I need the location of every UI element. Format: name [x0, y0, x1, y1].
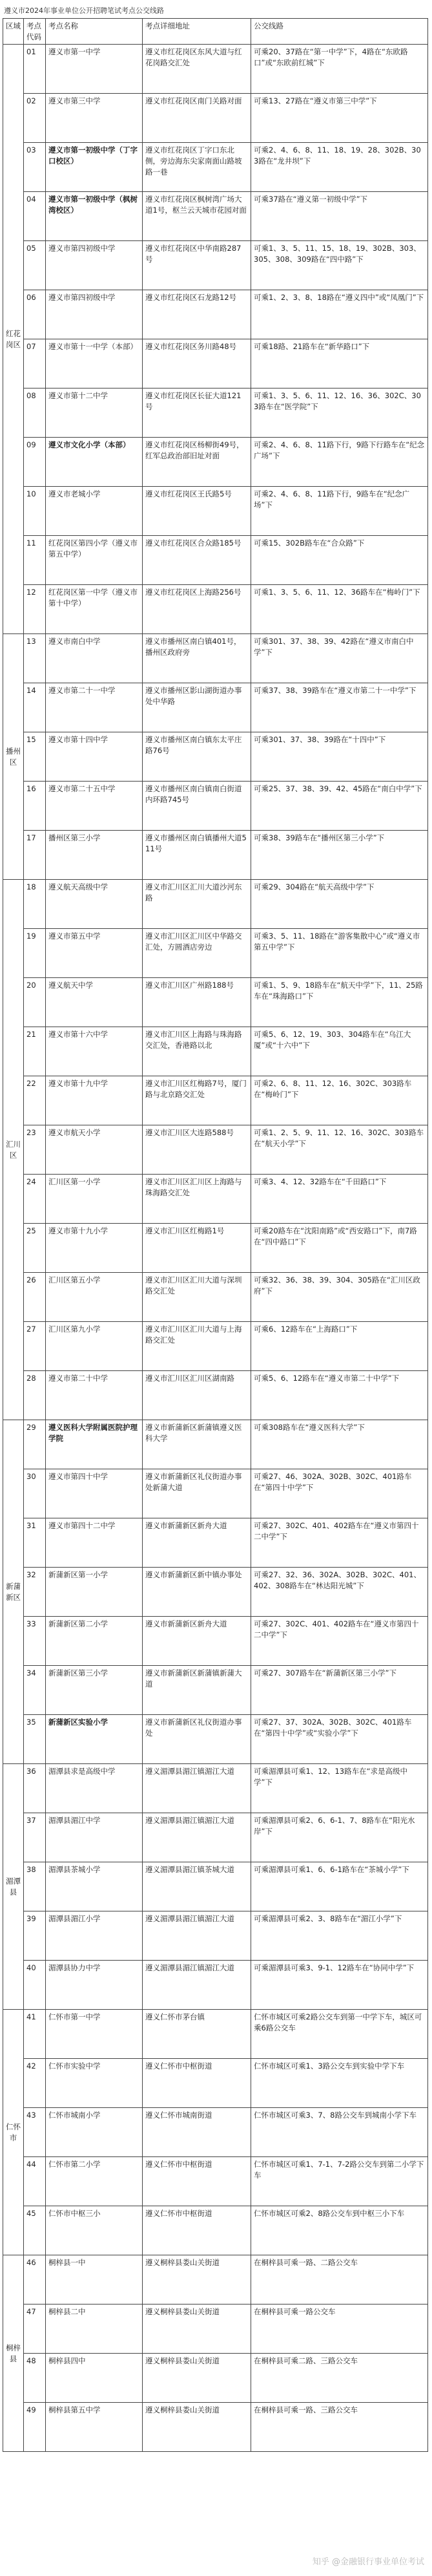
venue-name-cell: 遵义市第十九中学 — [46, 1076, 143, 1125]
table-row — [3, 487, 428, 536]
header-bus: 公交线路 — [251, 19, 428, 45]
bus-route-cell: 可乘3、4、12、32路车在“千田路口”下 — [251, 1175, 428, 1224]
code-cell: 22 — [24, 1076, 46, 1125]
bus-route-cell: 可乘1、2、3、8、18路在“遵义四中”或“凤凰门”下 — [251, 290, 428, 339]
venue-name-cell: 遵义市第一中学 — [46, 45, 143, 94]
table-row — [3, 143, 428, 192]
venue-name-cell: 遵义市第二十五中学 — [46, 782, 143, 831]
table-row — [3, 241, 428, 290]
address-cell: 遵义桐梓县娄山关街道 — [143, 2403, 251, 2452]
venue-name-cell: 红花岗区第四小学（遵义市第五中学） — [46, 536, 143, 585]
table-row — [3, 683, 428, 732]
venue-name-cell: 湄潭县协力中学 — [46, 1961, 143, 2010]
venue-name-cell: 遵义市第四十中学 — [46, 1469, 143, 1518]
bus-route-cell: 在桐梓县可乘一路、三路公交车 — [251, 2403, 428, 2452]
table-row — [3, 2157, 428, 2206]
bus-route-cell: 可乘29、304路在“航天高级中学”下 — [251, 880, 428, 929]
venue-name-cell: 遵义市老城小学 — [46, 487, 143, 536]
address-cell: 遵义市新蒲新区礼仪街道办事处 — [143, 1715, 251, 1764]
code-cell: 10 — [24, 487, 46, 536]
venue-name-cell: 仁怀市中枢三小 — [46, 2206, 143, 2255]
code-cell: 25 — [24, 1224, 46, 1273]
code-cell: 09 — [24, 438, 46, 487]
table-row — [3, 339, 428, 389]
code-cell: 46 — [24, 2255, 46, 2305]
venue-name-cell: 汇川区第九小学 — [46, 1322, 143, 1371]
table-row — [3, 1322, 428, 1371]
address-cell: 遵义市新蒲新区新舟大道 — [143, 1518, 251, 1568]
bus-route-cell: 在桐梓县可乘二路、三路公交车 — [251, 2354, 428, 2403]
table-row — [3, 732, 428, 782]
address-cell: 遵义市播州区南白镇播州大道511号 — [143, 831, 251, 880]
bus-route-cell: 可乘32、36、38、39、304、305路在“汇川区政府”下 — [251, 1273, 428, 1322]
venue-name-cell: 仁怀市第一中学 — [46, 2010, 143, 2059]
code-cell: 32 — [24, 1568, 46, 1617]
venue-name-cell: 遵义市第四初级中学 — [46, 241, 143, 290]
address-cell: 遵义仁怀市中枢街道 — [143, 2157, 251, 2206]
code-cell: 21 — [24, 1027, 46, 1076]
address-cell: 遵义桐梓县娄山关街道 — [143, 2255, 251, 2305]
venue-name-cell: 桐梓县一中 — [46, 2255, 143, 2305]
venue-name-cell: 遵义市文化小学（本部） — [46, 438, 143, 487]
venue-name-cell: 仁怀市城南小学 — [46, 2108, 143, 2157]
bus-route-cell: 可乘37路在“遵义第一初级中学”下 — [251, 192, 428, 241]
address-cell: 遵义市播州区南白镇401号，播州区政府旁 — [143, 634, 251, 683]
code-cell: 27 — [24, 1322, 46, 1371]
venue-name-cell: 湄潭县茶城小学 — [46, 1862, 143, 1911]
bus-route-cell: 可乘3、5、11、18路在“游客集散中心”或“遵义市第五中学”下 — [251, 929, 428, 978]
venue-name-cell: 遵义航天高级中学 — [46, 880, 143, 929]
bus-route-cell: 可乘15、302B路车在“合众路”下 — [251, 536, 428, 585]
table-row — [3, 1911, 428, 1961]
code-cell: 07 — [24, 339, 46, 389]
venue-name-cell: 遵义市第二十中学 — [46, 1371, 143, 1420]
bus-route-cell: 可乘301、37、38、39、42路在“遵义市南白中学”下 — [251, 634, 428, 683]
bus-route-cell: 可乘6、12路车在“上海路口”下 — [251, 1322, 428, 1371]
bus-route-cell: 可乘27、46、302A、302B、302C、401路车在“第四十中学”下 — [251, 1469, 428, 1518]
address-cell: 遵义湄潭县湄江镇湄江大道 — [143, 1764, 251, 1813]
bus-route-cell: 可乘2、6、8、11、12、16、302C、303路车在“梅岭门”下 — [251, 1076, 428, 1125]
table-row — [3, 782, 428, 831]
venue-name-cell: 遵义市第十四中学 — [46, 732, 143, 782]
bus-route-cell: 可乘2、4、6、8、11路下行，9路车在“纪念广场”下 — [251, 487, 428, 536]
venue-name-cell: 遵义市第三中学 — [46, 94, 143, 143]
header-address: 考点详细地址 — [143, 19, 251, 45]
code-cell: 28 — [24, 1371, 46, 1420]
address-cell: 遵义市播州区影山湖街道办事处中华路 — [143, 683, 251, 732]
address-cell: 遵义市汇川区红梅路7号，厦门路与北京路交汇处 — [143, 1076, 251, 1125]
venue-name-cell: 新蒲新区第二小学 — [46, 1617, 143, 1666]
bus-route-cell: 在桐梓县可乘一路公交车 — [251, 2305, 428, 2354]
table-row — [3, 1813, 428, 1862]
table-row — [3, 2354, 428, 2403]
table-row — [3, 192, 428, 241]
code-cell: 16 — [24, 782, 46, 831]
address-cell: 遵义市红花岗区中华南路287号 — [143, 241, 251, 290]
venue-name-cell: 遵义市第四初级中学 — [46, 290, 143, 339]
code-cell: 48 — [24, 2354, 46, 2403]
code-cell: 33 — [24, 1617, 46, 1666]
address-cell: 遵义市新蒲新区新舟大道 — [143, 1617, 251, 1666]
table-body — [3, 45, 428, 2452]
address-cell: 遵义市汇川区汇川大道与上海路交汇处 — [143, 1322, 251, 1371]
venue-name-cell: 桐梓县第五中学 — [46, 2403, 143, 2452]
venue-name-cell: 新蒲新区第一小学 — [46, 1568, 143, 1617]
table-row — [3, 2255, 428, 2305]
bus-route-cell: 可乘13、27路在“遵义市第三中学”下 — [251, 94, 428, 143]
bus-route-cell: 可乘308路车在“遵义医科大学”下 — [251, 1420, 428, 1469]
table-row — [3, 94, 428, 143]
venue-name-cell: 遵义市第十九小学 — [46, 1224, 143, 1273]
venue-name-cell: 遵义市第十二中学 — [46, 389, 143, 438]
venue-name-cell: 新蒲新区实验小学 — [46, 1715, 143, 1764]
region-cell: 汇川区 — [3, 880, 24, 1420]
bus-route-cell: 仁怀市城区可乘2路公交车到第一中学下车，城区可乘6路公交车 — [251, 2010, 428, 2059]
code-cell: 04 — [24, 192, 46, 241]
address-cell: 遵义市汇川区广州路188号 — [143, 978, 251, 1027]
table-row — [3, 2059, 428, 2108]
bus-route-cell: 可乘5、6、12路车在“遵义市第二十中学”下 — [251, 1371, 428, 1420]
table-row — [3, 2305, 428, 2354]
code-cell: 36 — [24, 1764, 46, 1813]
table-row — [3, 978, 428, 1027]
header-code: 考点代码 — [24, 19, 46, 45]
table-header-row — [3, 19, 428, 45]
address-cell: 遵义湄潭县湄江镇湄江大道 — [143, 1961, 251, 2010]
header-region: 区域 — [3, 19, 24, 45]
address-cell: 遵义湄潭县湄江镇湄江大道 — [143, 1813, 251, 1862]
code-cell: 35 — [24, 1715, 46, 1764]
venue-name-cell: 桐梓县四中 — [46, 2354, 143, 2403]
bus-route-cell: 可乘湄潭县可乘2、3、8路车在“湄江小学”下 — [251, 1911, 428, 1961]
table-row — [3, 1617, 428, 1666]
code-cell: 37 — [24, 1813, 46, 1862]
venue-name-cell: 湄潭县湄江小学 — [46, 1911, 143, 1961]
venue-name-cell: 遵义市第一初级中学（枫树湾校区） — [46, 192, 143, 241]
table-row — [3, 2206, 428, 2255]
code-cell: 11 — [24, 536, 46, 585]
bus-route-cell: 可乘1、5、9、18路车在“航天中学”下，11、25路车在“珠海路口”下 — [251, 978, 428, 1027]
bus-route-cell: 可乘5、6、12、19、303、304路车在“乌江大厦”或“十六中”下 — [251, 1027, 428, 1076]
bus-route-cell: 可乘湄潭县可乘1、6、6-1路车在“茶城小学”下 — [251, 1862, 428, 1911]
bus-route-cell: 可乘27、307路车在“新蒲新区第三小学”下 — [251, 1666, 428, 1715]
code-cell: 26 — [24, 1273, 46, 1322]
code-cell: 15 — [24, 732, 46, 782]
bus-route-cell: 可乘1、3、5、6、11、12、36路车在“梅岭门”下 — [251, 585, 428, 634]
table-row — [3, 585, 428, 634]
code-cell: 06 — [24, 290, 46, 339]
table-row — [3, 1420, 428, 1469]
code-cell: 43 — [24, 2108, 46, 2157]
address-cell: 遵义湄潭县湄江镇湄江大道 — [143, 1911, 251, 1961]
table-row — [3, 1175, 428, 1224]
address-cell: 遵义市红花岗区南门关路对面 — [143, 94, 251, 143]
address-cell: 遵义市汇川区大连路588号 — [143, 1125, 251, 1175]
code-cell: 42 — [24, 2059, 46, 2108]
bus-route-cell: 可乘38、39路车在“播州区第三小学”下 — [251, 831, 428, 880]
venue-name-cell: 新蒲新区第三小学 — [46, 1666, 143, 1715]
venue-name-cell: 仁怀市实验中学 — [46, 2059, 143, 2108]
table-row — [3, 1027, 428, 1076]
address-cell: 遵义市汇川区红梅路1号 — [143, 1224, 251, 1273]
table-row — [3, 290, 428, 339]
bus-route-cell: 可乘25、37、38、39、42、45路在“南白中学”下 — [251, 782, 428, 831]
venue-name-cell: 遵义市航天小学 — [46, 1125, 143, 1175]
code-cell: 41 — [24, 2010, 46, 2059]
address-cell: 遵义市新蒲新区礼仪街道办事处新蒲大道 — [143, 1469, 251, 1518]
code-cell: 02 — [24, 94, 46, 143]
bus-route-cell: 可乘2、4、6、8、11路下行，9路下行路车在“纪念广场”下 — [251, 438, 428, 487]
table-row — [3, 2403, 428, 2452]
bus-route-cell: 可乘27、302C、401、402路车在“遵义市第四十二中学”下 — [251, 1617, 428, 1666]
table-row — [3, 389, 428, 438]
region-cell: 湄潭县 — [3, 1764, 24, 2010]
code-cell: 39 — [24, 1911, 46, 1961]
code-cell: 19 — [24, 929, 46, 978]
table-row — [3, 2108, 428, 2157]
bus-route-cell: 可乘18路、21路车在“新华路口”下 — [251, 339, 428, 389]
venue-name-cell: 汇川区第一小学 — [46, 1175, 143, 1224]
bus-route-cell: 可乘1、3、5、11、15、18、19、302B、303、305、308、309路在“四中路”下 — [251, 241, 428, 290]
table-row — [3, 1076, 428, 1125]
table-row — [3, 1568, 428, 1617]
table-row — [3, 1961, 428, 2010]
venue-name-cell: 湄潭县湄江中学 — [46, 1813, 143, 1862]
address-cell: 遵义仁怀市茅台镇 — [143, 2010, 251, 2059]
bus-route-cell: 可乘27、37、302A、302B、302C、401路车在“第四十中学”或“实验小学”下 — [251, 1715, 428, 1764]
bus-route-cell: 可乘1、3、5、6、11、12、16、36、302C、303路车在“医学院”下 — [251, 389, 428, 438]
bus-route-cell: 仁怀市城区可乘2、8路公交车到中枢三小下车 — [251, 2206, 428, 2255]
bus-route-cell: 可乘湄潭县可乘1、12、13路车在“求是高级中学”下 — [251, 1764, 428, 1813]
code-cell: 30 — [24, 1469, 46, 1518]
document-title: 遵义市2024年事业单位公开招聘笔试考点公交线路 — [4, 6, 164, 15]
bus-route-cell: 可乘湄潭县可乘3、9-1、12路车在“协同中学”下 — [251, 1961, 428, 2010]
bus-route-cell: 仁怀市城区可乘1、7-1、7-2路公交车到第二小学下车 — [251, 2157, 428, 2206]
venue-name-cell: 遵义市第二十一中学 — [46, 683, 143, 732]
bus-route-cell: 可乘湄潭县可乘2、6、6-1、7、8路车在“阳光水岸”下 — [251, 1813, 428, 1862]
table-row — [3, 880, 428, 929]
venue-name-cell: 遵义市第一初级中学（丁字口校区） — [46, 143, 143, 192]
bus-route-cell: 可乘1、2、5、9、11、12、16、302C、303路车在“航天小学”下 — [251, 1125, 428, 1175]
address-cell: 遵义市汇川区上海路与珠海路交汇处，香港路以北 — [143, 1027, 251, 1076]
table-row — [3, 1666, 428, 1715]
table-row — [3, 1715, 428, 1764]
venue-name-cell: 播州区第三小学 — [46, 831, 143, 880]
address-cell: 遵义市汇川区汇川区中华路交汇处，方圆酒店旁边 — [143, 929, 251, 978]
code-cell: 49 — [24, 2403, 46, 2452]
code-cell: 24 — [24, 1175, 46, 1224]
venue-name-cell: 遵义市南白中学 — [46, 634, 143, 683]
table-row — [3, 1764, 428, 1813]
code-cell: 34 — [24, 1666, 46, 1715]
address-cell: 遵义市红花岗区东风大道与红花岗路交汇处 — [143, 45, 251, 94]
address-cell: 遵义湄潭县湄江镇茶城大道 — [143, 1862, 251, 1911]
address-cell: 遵义市汇川区汇川区上海路与珠海路交汇处 — [143, 1175, 251, 1224]
address-cell: 遵义市红花岗区杨柳街49号，红军总政治部旧址对面 — [143, 438, 251, 487]
table-row — [3, 1518, 428, 1568]
exam-venue-table — [3, 18, 428, 2452]
table-row — [3, 634, 428, 683]
address-cell: 遵义市新蒲新区新蒲镇新蒲大道 — [143, 1666, 251, 1715]
table-row — [3, 1862, 428, 1911]
bus-route-cell: 可乘27、302C、401、402路车在“遵义市第四十二中学”下 — [251, 1518, 428, 1568]
code-cell: 38 — [24, 1862, 46, 1911]
code-cell: 08 — [24, 389, 46, 438]
venue-name-cell: 遵义市第四十二中学 — [46, 1518, 143, 1568]
address-cell: 遵义市红花岗区合众路185号 — [143, 536, 251, 585]
code-cell: 29 — [24, 1420, 46, 1469]
venue-name-cell: 湄潭县求是高级中学 — [46, 1764, 143, 1813]
code-cell: 20 — [24, 978, 46, 1027]
address-cell: 遵义市汇川区汇川大道与深圳路交汇处 — [143, 1273, 251, 1322]
venue-name-cell: 桐梓县二中 — [46, 2305, 143, 2354]
address-cell: 遵义市汇川区汇川区湖南路 — [143, 1371, 251, 1420]
code-cell: 45 — [24, 2206, 46, 2255]
code-cell: 12 — [24, 585, 46, 634]
address-cell: 遵义仁怀市中枢街道 — [143, 2206, 251, 2255]
address-cell: 遵义市新蒲新区新中镇办事处 — [143, 1568, 251, 1617]
code-cell: 14 — [24, 683, 46, 732]
document-page — [0, 4, 432, 2576]
address-cell: 遵义市汇川区汇川大道沙河东路 — [143, 880, 251, 929]
code-cell: 17 — [24, 831, 46, 880]
table-row — [3, 929, 428, 978]
bus-route-cell: 仁怀市城区可乘1、3路公交车到实验中学下车 — [251, 2059, 428, 2108]
table-row — [3, 1273, 428, 1322]
venue-name-cell: 遵义医科大学附属医院护理学院 — [46, 1420, 143, 1469]
venue-name-cell: 遵义市第十六中学 — [46, 1027, 143, 1076]
region-cell: 播州区 — [3, 634, 24, 880]
address-cell: 遵义桐梓县娄山关街道 — [143, 2305, 251, 2354]
venue-name-cell: 仁怀市第二小学 — [46, 2157, 143, 2206]
header-name: 考点名称 — [46, 19, 143, 45]
code-cell: 31 — [24, 1518, 46, 1568]
address-cell: 遵义市新蒲新区新蒲镇遵义医科大学 — [143, 1420, 251, 1469]
venue-name-cell: 红花岗区第一中学（遵义市第十中学） — [46, 585, 143, 634]
code-cell: 01 — [24, 45, 46, 94]
table-row — [3, 1469, 428, 1518]
table-row — [3, 1125, 428, 1175]
table-row — [3, 536, 428, 585]
table-row — [3, 2010, 428, 2059]
address-cell: 遵义市红花岗区务川路48号 — [143, 339, 251, 389]
venue-name-cell: 汇川区第五小学 — [46, 1273, 143, 1322]
address-cell: 遵义仁怀市城南街道 — [143, 2108, 251, 2157]
address-cell: 遵义桐梓县娄山关街道 — [143, 2354, 251, 2403]
table-row — [3, 1371, 428, 1420]
address-cell: 遵义市播州区南白镇南白街道内环路745号 — [143, 782, 251, 831]
table-row — [3, 45, 428, 94]
bus-route-cell: 可乘37、38、39路车在“遵义市第二十一中学”下 — [251, 683, 428, 732]
bus-route-cell: 在桐梓县可乘一路、二路公交车 — [251, 2255, 428, 2305]
bus-route-cell: 仁怀市城区可乘3、7、8路公交车到城南小学下车 — [251, 2108, 428, 2157]
code-cell: 44 — [24, 2157, 46, 2206]
table-row — [3, 438, 428, 487]
address-cell: 遵义市红花岗区石龙路12号 — [143, 290, 251, 339]
region-cell: 桐梓县 — [3, 2255, 24, 2452]
bus-route-cell: 可乘20、37路在“第一中学”下，4路在“东欧路口”或“东欧前红城”下 — [251, 45, 428, 94]
bus-route-cell: 可乘2、4、6、8、11、18、19、28、302B、303路在“龙井坝”下 — [251, 143, 428, 192]
address-cell: 遵义市红花岗区丁字口东北侧，旁边海东尖家南面山路坡路一巷 — [143, 143, 251, 192]
venue-name-cell: 遵义市第十一中学（本部） — [46, 339, 143, 389]
watermark: 知乎 @金融银行事业单位考试 — [312, 2557, 424, 2567]
bus-route-cell: 可乘301、37、38、39路在“十四中”下 — [251, 732, 428, 782]
address-cell: 遵义市红花岗区王氏路5号 — [143, 487, 251, 536]
code-cell: 40 — [24, 1961, 46, 2010]
bus-route-cell: 可乘20路车在“沈阳南路”或“西安路口”下，南7路在“四中路口”下 — [251, 1224, 428, 1273]
region-cell: 红花岗区 — [3, 45, 24, 634]
code-cell: 18 — [24, 880, 46, 929]
bus-route-cell: 可乘27、32、36、302A、302B、302C、401、402、308路车在“林达阳光城”下 — [251, 1568, 428, 1617]
region-cell: 新蒲新区 — [3, 1420, 24, 1764]
address-cell: 遵义市红花岗区上海路256号 — [143, 585, 251, 634]
code-cell: 23 — [24, 1125, 46, 1175]
venue-name-cell: 遵义市第五中学 — [46, 929, 143, 978]
address-cell: 遵义市红花岗区长征大道121号 — [143, 389, 251, 438]
address-cell: 遵义仁怀市中枢街道 — [143, 2059, 251, 2108]
address-cell: 遵义市红花岗区枫树湾广场大道1号，枢兰云天城市花园对面 — [143, 192, 251, 241]
table-row — [3, 831, 428, 880]
region-cell: 仁怀市 — [3, 2010, 24, 2255]
table-row — [3, 1224, 428, 1273]
code-cell: 47 — [24, 2305, 46, 2354]
venue-name-cell: 遵义航天中学 — [46, 978, 143, 1027]
code-cell: 13 — [24, 634, 46, 683]
code-cell: 05 — [24, 241, 46, 290]
code-cell: 03 — [24, 143, 46, 192]
address-cell: 遵义市播州区南白镇东太平庄路76号 — [143, 732, 251, 782]
